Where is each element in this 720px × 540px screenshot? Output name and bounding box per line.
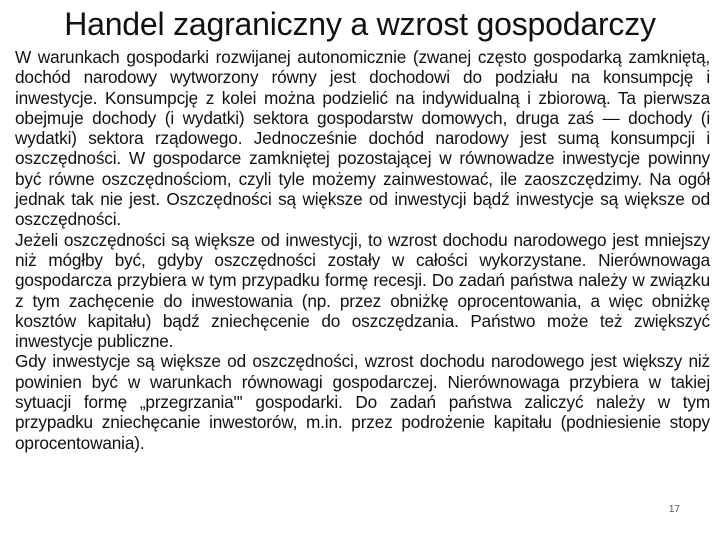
paragraph-savings-exceed-investment: Jeżeli oszczędności są większe od inwestycji, to wzrost dochodu narodowego jest mniejszy niż mógłby być, gdyby oszczędności zostały w całości wykorzystane. Nierównowaga gospodarcza przybiera w tym przypadku formę recesji. Do zadań państwa należy w związku z tym zachęcenie do inwestowania (np. przez obniżkę oprocentowania, a więc obniżkę kosztów kapitału) bądź zniechęcenie do oszczędzania. Państwo może też zwiększyć inwestycje publiczne. xyxy=(15,229,710,352)
slide-body xyxy=(15,47,710,453)
page-number: 17 xyxy=(668,504,680,515)
paragraph-closed-economy: W warunkach gospodarki rozwijanej autonomicznie (zwanej często gospodarką zamkniętą, dochód narodowy wytworzony równy jest dochodowi do podziału na konsumpcję i inwestycje. Konsumpcję z kolei można podzielić na indywidualną i zbiorową. Ta pierwsza obejmuje dochody (i wydatki) sektora gospodarstw domowych, druga zaś — dochody (i wydatki) sektora rządowego. Jednocześnie dochód narodowy jest sumą konsumpcji i oszczędności. W gospodarce zamkniętej pozostającej w równowadze inwestycje powinny być równe oszczędnościom, czyli tyle możemy zainwestować, ile zaoszczędzimy. Na ogół jednak tak nie jest. Oszczędności są większe od inwestycji bądź inwestycje są większe od oszczędności. xyxy=(15,47,710,230)
slide-title: Handel zagraniczny a wzrost gospodarczy xyxy=(64,6,656,42)
paragraph-investment-exceeds-savings: Gdy inwestycje są większe od oszczędności, wzrost dochodu narodowego jest większy niż powinien być w warunkach równowagi gospodarczej. Nierównowaga przybiera w takiej sytuacji formę „przegrzania"' gospodarki. Do zadań państwa zaliczyć należy w tym przypadku zniechęcanie inwestorów, m.in. przez podrożenie kapitału (podniesienie stopy oprocentowania). xyxy=(15,351,710,453)
